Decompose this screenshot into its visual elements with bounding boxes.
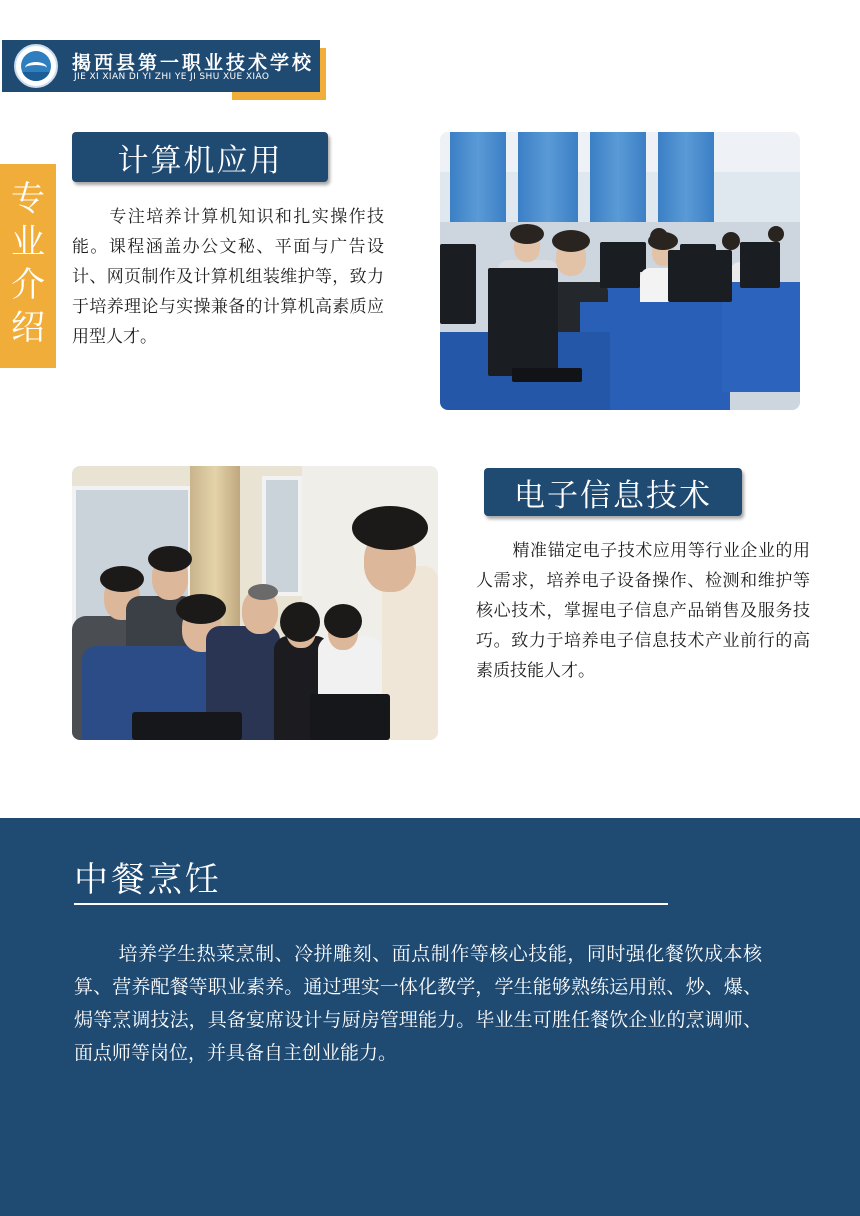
school-name-cn: 揭西县第一职业技术学校 xyxy=(72,52,315,74)
school-name-en: JIE XI XIAN DI YI ZHI YE JI SHU XUE XIAO xyxy=(74,72,270,82)
section-body-cooking: 培养学生热菜烹制、冷拼雕刻、面点制作等核心技能，同时强化餐饮成本核算、营养配餐等职业素养。通过理实一体化教学，学生能够熟练运用煎、炒、爆、焗等烹调技法，具备宴席设计与厨房管理能力。毕业生可胜任餐饮企业的烹调师、面点师等岗位，并具备自主创业能力。 xyxy=(74,943,762,1064)
section-title-cooking: 中餐烹饪 xyxy=(74,860,222,900)
school-logo-icon xyxy=(14,44,58,88)
section-title-computer: 计算机应用 xyxy=(72,132,328,182)
title-divider xyxy=(74,903,668,905)
side-tab-label: 专业介绍 xyxy=(11,179,45,348)
section-body-computer: 专注培养计算机知识和扎实操作技能。课程涵盖办公文秘、平面与广告设计、网页制作及计算机组装维护等，致力于培养理论与实操兼备的计算机高素质应用型人才。 xyxy=(72,207,384,347)
computer-lab-photo xyxy=(440,132,800,410)
section-title-electronics: 电子信息技术 xyxy=(484,468,742,516)
section-body-electronics: 精准锚定电子技术应用等行业企业的用人需求，培养电子设备操作、检测和维护等核心技术，掌握电子信息产品销售及服务技巧。致力于培养电子信息技术产业前行的高素质技能人才。 xyxy=(476,541,810,681)
electronics-class-photo xyxy=(72,466,438,740)
